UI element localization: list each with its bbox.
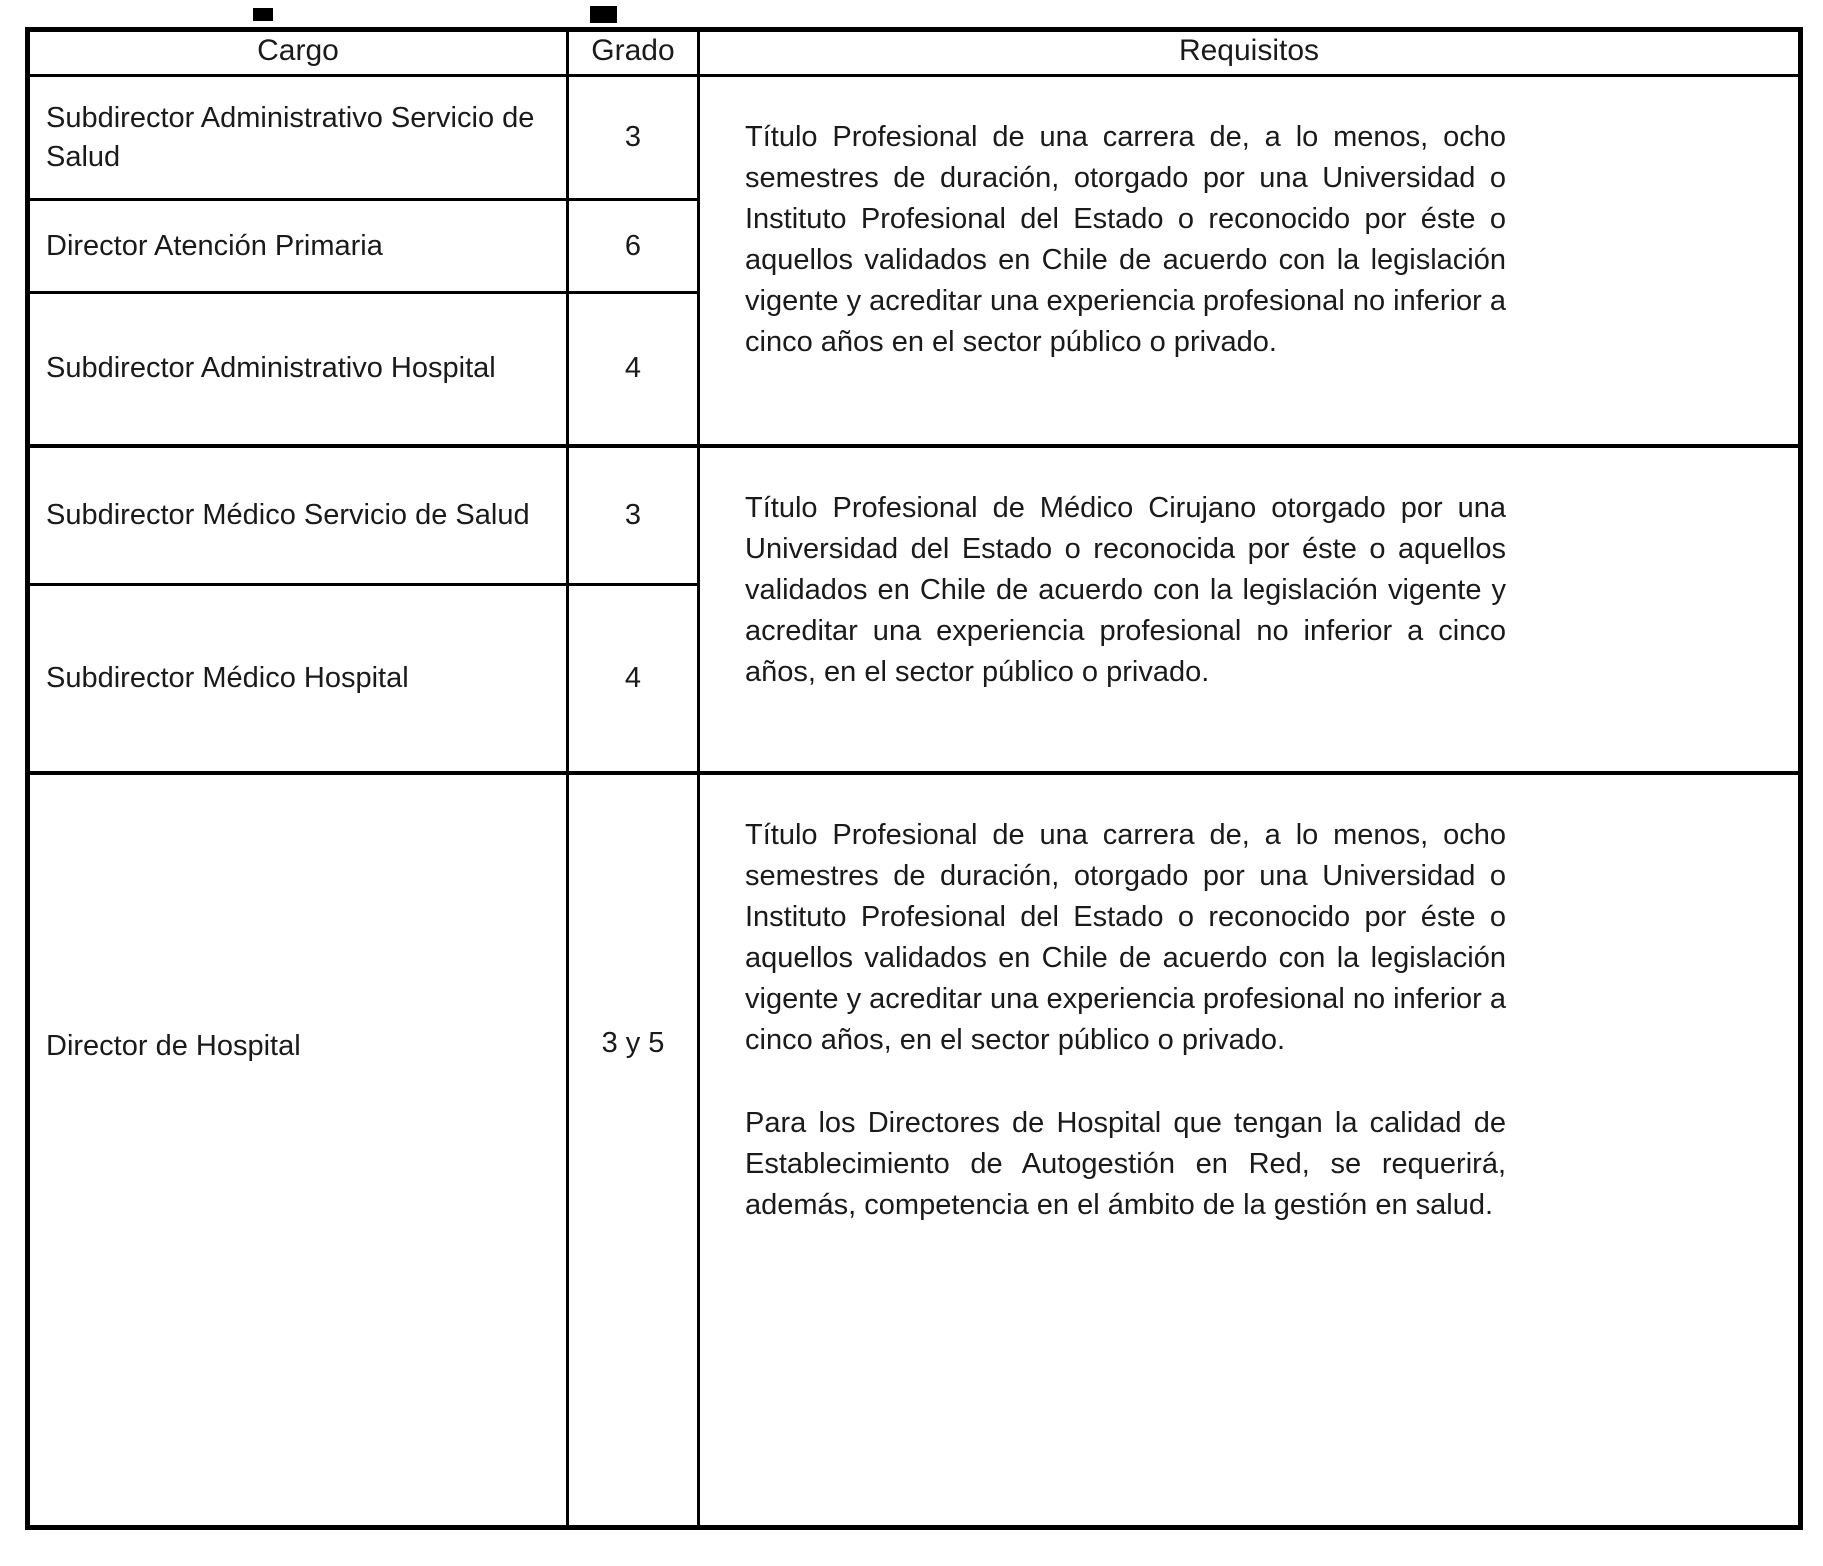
table-row [28,446,1801,585]
requisitos-paragraph: Título Profesional de una carrera de, a lo menos, ocho semestres de duración, otorgado por una Universidad o Instituto Profesional del Estado o reconocido por éste o aquellos validados en Chile de acuerdo con la legislación vigente y acreditar una experiencia profesional no inferior a cinco años en el sector público o privado. [745,121,1506,358]
requisitos-paragraph: Título Profesional de una carrera de, a lo menos, ocho semestres de duración, otorgado por una Universidad o Instituto Profesional del Estado o reconocido por éste o aquellos validados en Chile de acuerdo con la legislación vigente y acreditar una experiencia profesional no inferior a cinco años, en el sector público o privado. [745,818,1506,1056]
grado-cell: 3 [568,76,699,200]
table-row [28,773,1801,1528]
requisitos-cell [699,773,1801,1528]
requisitos-paragraph: Título Profesional de Médico Cirujano otorgado por una Universidad del Estado o reconocida por éste o aquellos validados en Chile de acuerdo con la legislación vigente y acreditar una experiencia profesional no inferior a cinco años, en el sector público o privado. [745,491,1506,688]
requisitos-cell [699,76,1801,446]
requisitos-cell [699,446,1801,773]
cargos-requisitos-table [25,27,1803,1530]
table-header-row [28,30,1801,76]
cargo-cell: Subdirector Médico Servicio de Salud [28,446,568,585]
grado-cell: 3 [568,446,699,585]
grado-cell: 4 [568,585,699,773]
requisitos-paragraph: Para los Directores de Hospital que tengan la calidad de Establecimiento de Autogestión en Red, se requerirá, además, competencia en el ámbito de la gestión en salud. [745,1106,1506,1221]
scan-artifact [590,6,617,23]
cargo-cell: Subdirector Médico Hospital [28,585,568,773]
grado-cell: 3 y 5 [568,773,699,1528]
column-header-cargo: Cargo [28,30,568,76]
cargo-cell: Director de Hospital [28,773,568,1528]
cargo-cell: Subdirector Administrativo Hospital [28,293,568,446]
cargo-cell: Director Atención Primaria [28,200,568,293]
table-row [28,76,1801,200]
grado-cell: 6 [568,200,699,293]
scan-artifact [253,8,273,21]
column-header-grado: Grado [568,30,699,76]
column-header-requisitos: Requisitos [699,30,1801,76]
grado-cell: 4 [568,293,699,446]
cargo-cell: Subdirector Administrativo Servicio de Salud [28,76,568,200]
